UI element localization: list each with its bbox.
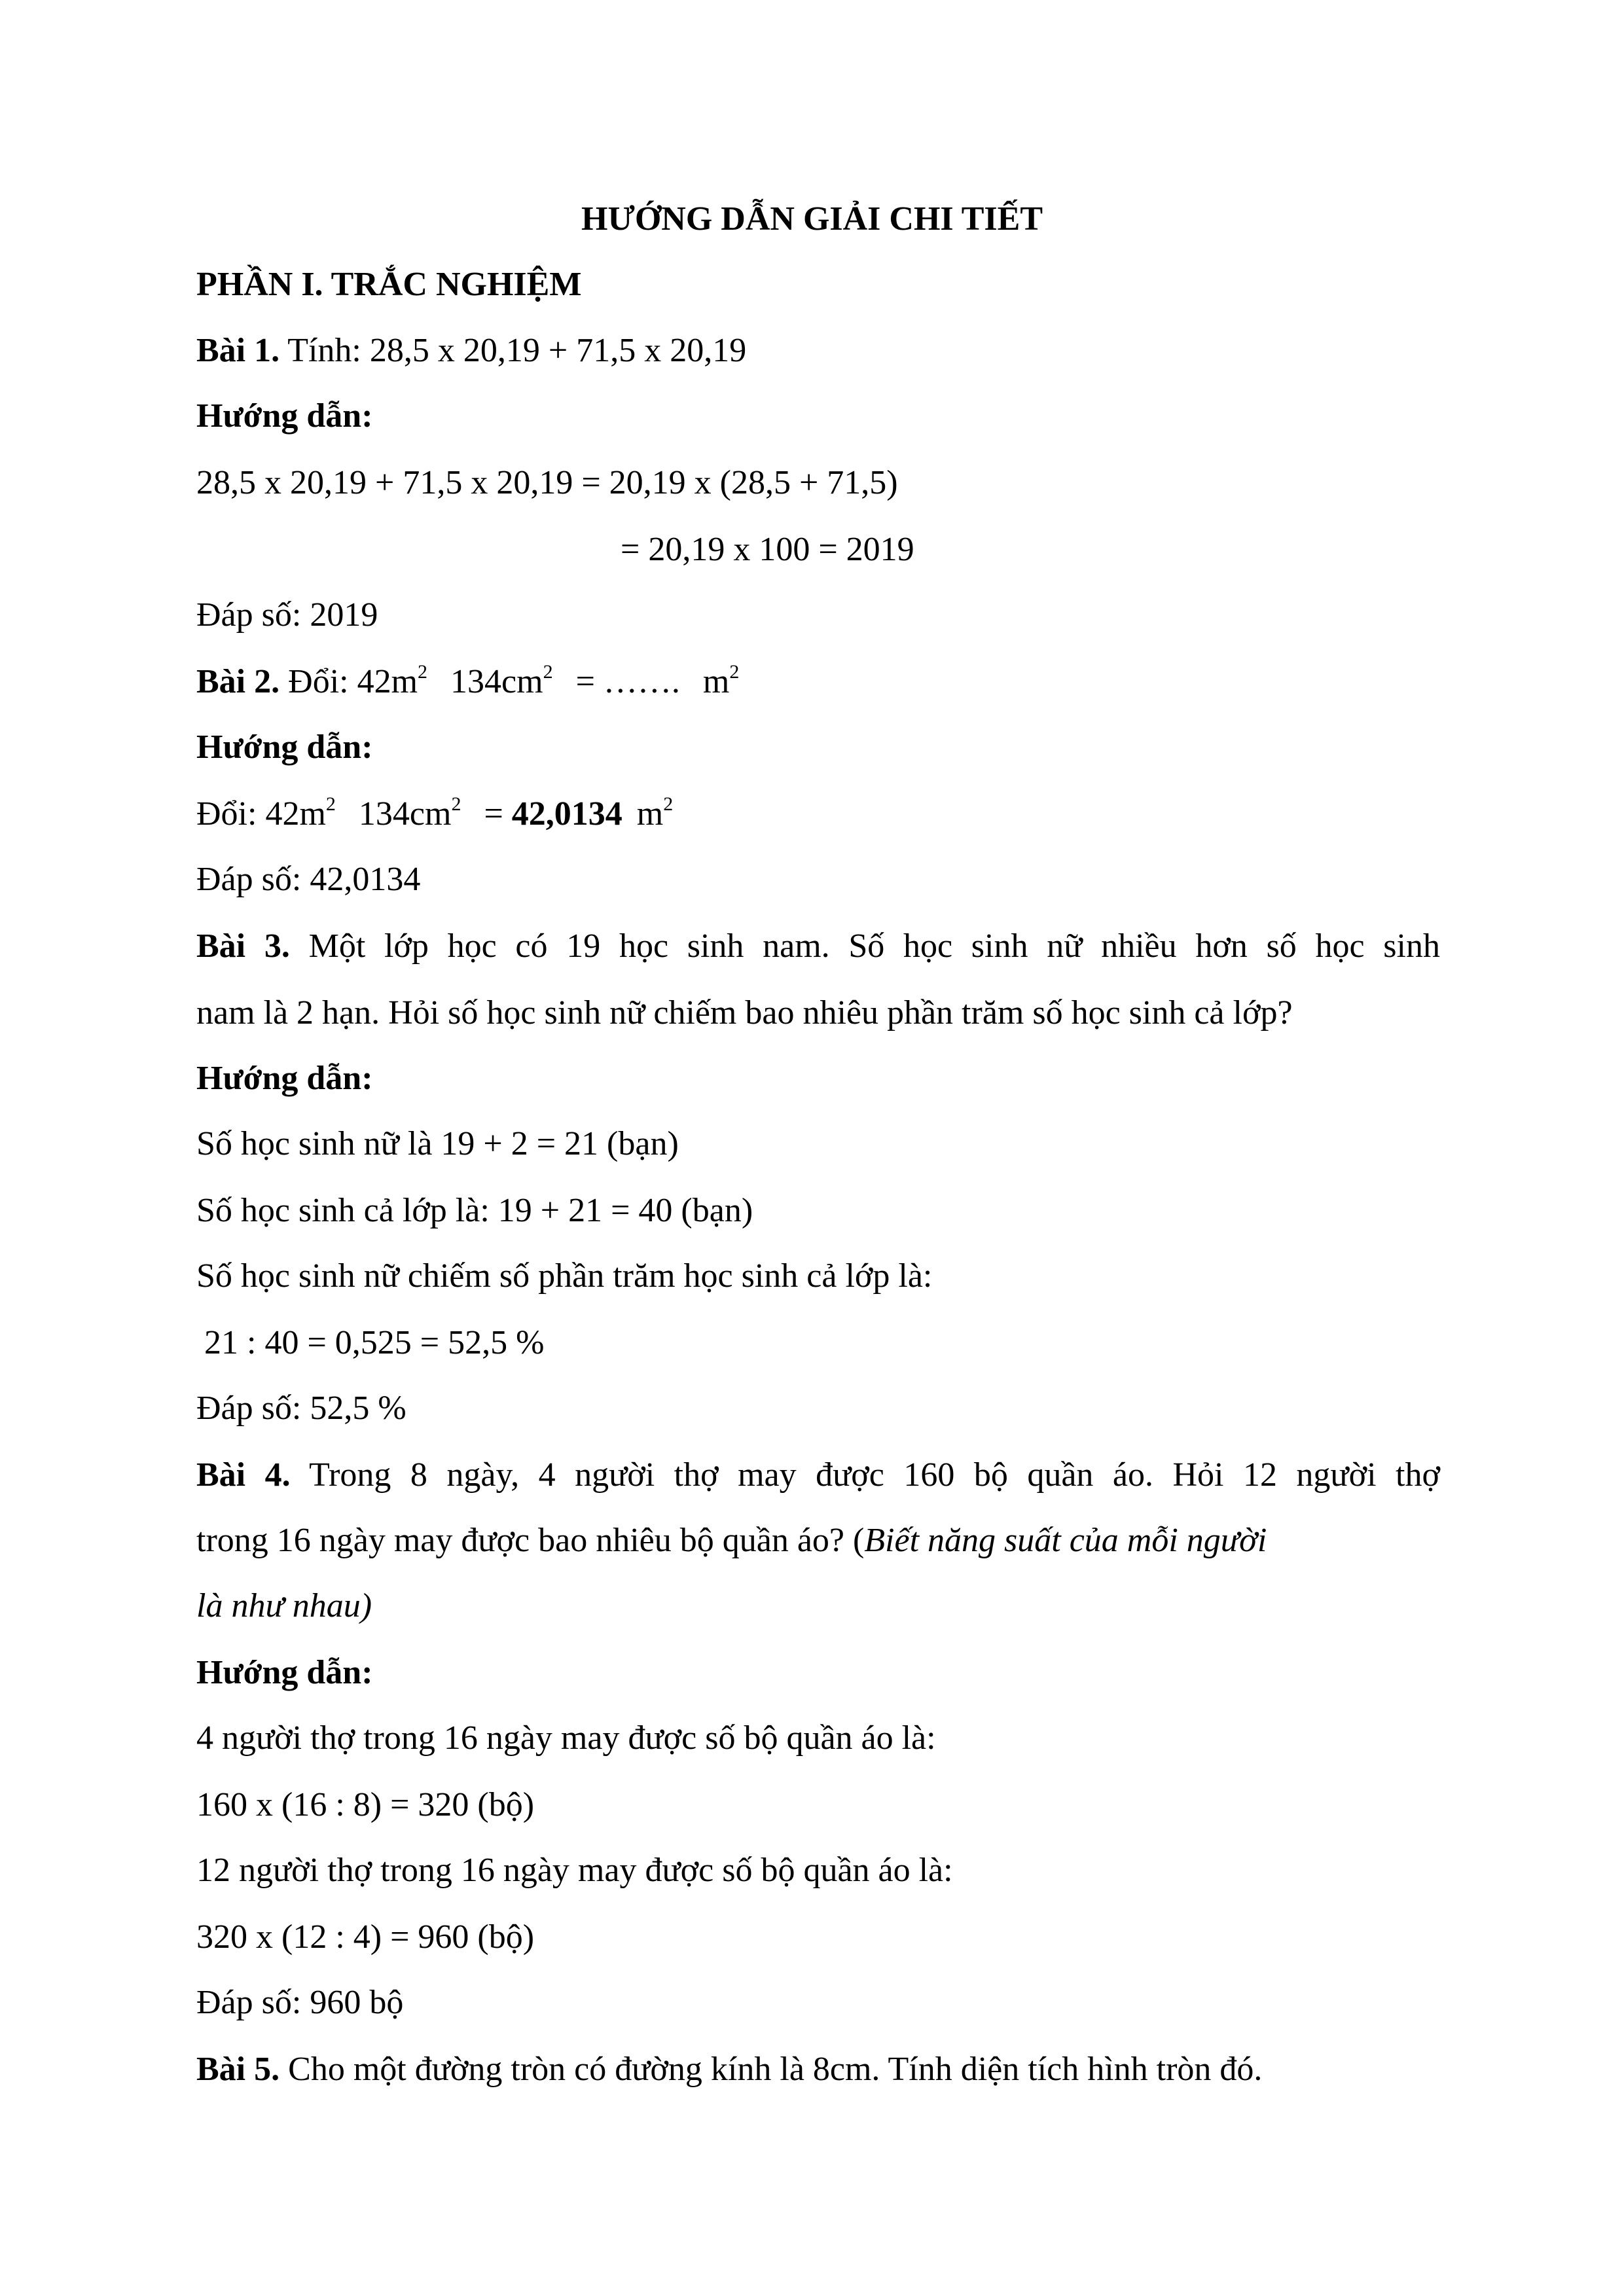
- exercise-2-sol-eq: =: [484, 795, 503, 833]
- exercise-4-text-1: Trong 8 ngày, 4 người thợ may được 160 bộ quần áo. Hỏi 12 người thợ: [309, 1456, 1440, 1494]
- exercise-2-exp-1: 2: [418, 661, 428, 683]
- exercise-4-text-2b: Biết năng suất của mỗi người: [864, 1522, 1267, 1559]
- exercise-4-step-1: 4 người thợ trong 16 ngày may được số bộ quần áo là:: [196, 1719, 936, 1757]
- exercise-2-answer: Đáp số: 42,0134: [196, 861, 421, 898]
- exercise-3-step-2: Số học sinh cả lớp là: 19 + 21 = 40 (bạn): [196, 1192, 753, 1229]
- page-title: HƯỚNG DẪN GIẢI CHI TIẾT: [581, 200, 1043, 238]
- exercise-3-step-4: 21 : 40 = 0,525 = 52,5 %: [204, 1324, 545, 1361]
- exercise-5-text: Cho một đường tròn có đường kính là 8cm. Tính diện tích hình tròn đó.: [288, 2051, 1263, 2088]
- exercise-4-step-4: 320 x (12 : 4) = 960 (bộ): [196, 1918, 535, 1956]
- exercise-1-answer: Đáp số: 2019: [196, 596, 378, 634]
- exercise-2-prefix: Đổi: 42: [288, 663, 391, 700]
- exercise-1-text: Tính: 28,5 x 20,19 + 71,5 x 20,19: [287, 332, 747, 369]
- exercise-2-target-unit: m: [702, 663, 730, 700]
- exercise-3-step-3: Số học sinh nữ chiếm số phần trăm học sinh cả lớp là:: [196, 1257, 933, 1295]
- exercise-2-sol-prefix: Đổi: 42: [196, 795, 300, 833]
- exercise-1-guide-heading: Hướng dẫn:: [196, 397, 373, 435]
- exercise-2-sol-unit-cm: cm: [409, 795, 452, 833]
- exercise-2-unit-cm: cm: [501, 663, 543, 700]
- exercise-1-step-2: = 20,19 x 100 = 2019: [621, 531, 914, 568]
- exercise-4-step-3: 12 người thợ trong 16 ngày may được số bộ quần áo là:: [196, 1852, 953, 1889]
- exercise-3-answer: Đáp số: 52,5 %: [196, 1390, 406, 1427]
- exercise-2-label: Bài 2.: [196, 663, 280, 700]
- exercise-1-label: Bài 1.: [196, 332, 280, 369]
- exercise-4-guide-heading: Hướng dẫn:: [196, 1654, 373, 1691]
- exercise-3-label: Bài 3.: [196, 927, 290, 965]
- exercise-2-unit-m: m: [391, 663, 418, 700]
- exercise-2-question: [196, 662, 1440, 702]
- exercise-4-label: Bài 4.: [196, 1456, 291, 1494]
- exercise-2-sol-134: 134: [358, 795, 410, 833]
- exercise-4-question-line-3: là như nhau): [196, 1587, 372, 1624]
- exercise-2-exp-2: 2: [543, 661, 553, 683]
- exercise-2-sol-value: 42,0134: [511, 795, 623, 833]
- exercise-3-question-line-2: nam là 2 hạn. Hỏi số học sinh nữ chiếm bao nhiêu phần trăm số học sinh cả lớp?: [196, 994, 1293, 1031]
- exercise-4-question-line-2: [196, 1521, 1440, 1560]
- exercise-2-sol-unit: m: [636, 795, 664, 833]
- exercise-2-blank: = …….: [575, 663, 689, 700]
- exercise-3-step-1: Số học sinh nữ là 19 + 2 = 21 (bạn): [196, 1125, 679, 1162]
- exercise-2-sol-exp-3: 2: [663, 793, 674, 815]
- exercise-1-question: [196, 331, 1440, 370]
- exercise-2-solution: [196, 795, 1440, 834]
- exercise-5-label: Bài 5.: [196, 2051, 280, 2088]
- exercise-2-exp-3: 2: [729, 661, 740, 683]
- section-heading: PHẦN I. TRẮC NGHIỆM: [196, 266, 582, 303]
- exercise-1-step-1: 28,5 x 20,19 + 71,5 x 20,19 = 20,19 x (28,5 + 71,5): [196, 464, 898, 501]
- exercise-5-question: [196, 2050, 1440, 2089]
- exercise-2-sol-exp-2: 2: [451, 793, 461, 815]
- exercise-2-number-134: 134: [450, 663, 502, 700]
- exercise-4-text-2a: trong 16 ngày may được bao nhiêu bộ quần áo? (: [196, 1522, 865, 1559]
- exercise-4-step-2: 160 x (16 : 8) = 320 (bộ): [196, 1786, 535, 1823]
- exercise-2-sol-unit-m: m: [299, 795, 326, 833]
- exercise-4-answer: Đáp số: 960 bộ: [196, 1984, 404, 2021]
- exercise-3-question-line-1: [196, 927, 1440, 966]
- exercise-4-question-line-1: [196, 1456, 1440, 1495]
- exercise-2-guide-heading: Hướng dẫn:: [196, 728, 373, 766]
- exercise-3-guide-heading: Hướng dẫn:: [196, 1060, 373, 1097]
- exercise-3-text-1: Một lớp học có 19 học sinh nam. Số học sinh nữ nhiều hơn số học sinh: [308, 927, 1440, 965]
- exercise-2-sol-exp-1: 2: [325, 793, 336, 815]
